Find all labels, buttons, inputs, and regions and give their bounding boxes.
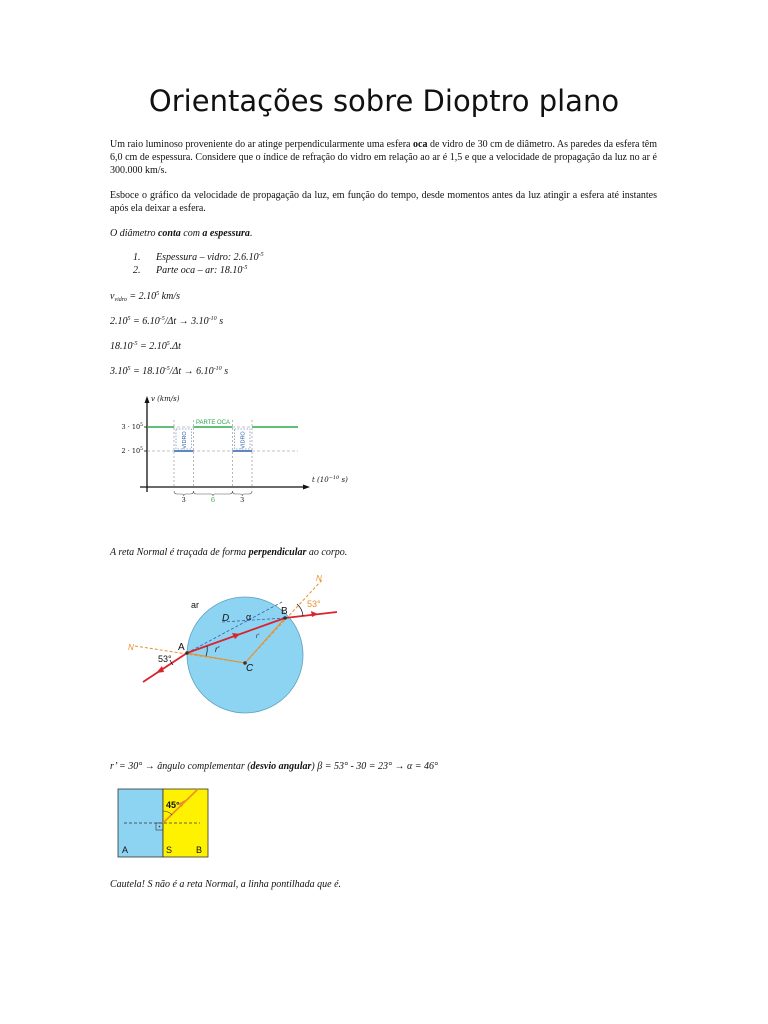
list-item-exponent: -5 xyxy=(258,252,264,258)
label-s: S xyxy=(166,845,173,855)
list-item-number: 2. xyxy=(133,265,141,276)
note1-a: O diâmetro xyxy=(110,228,158,239)
eq1-sub: vidro xyxy=(114,297,127,303)
eq4-exp2: -5 xyxy=(164,366,170,372)
note2-c: ao corpo. xyxy=(306,547,348,558)
label-d: D xyxy=(222,613,230,624)
eq1-exp: 5 xyxy=(156,291,160,297)
y-axis-label: v (km/s) xyxy=(151,395,180,403)
note1-bold-espessura: a espessura xyxy=(202,228,250,239)
eq5-a: r’ = 30° → ângulo complementar ( xyxy=(110,761,251,772)
note1-c: com xyxy=(180,228,203,239)
eq3-c: .Δt xyxy=(169,341,181,352)
y-tick-label: $2 \cdot 10^5$ xyxy=(121,447,143,455)
eq5-c: ) β = 53° - 30 = 23° → α = 46° xyxy=(311,761,439,772)
eq4-d: s xyxy=(221,366,229,377)
eq2-a: 2.10 xyxy=(110,316,128,327)
eq3-a: 18.10 xyxy=(110,341,133,352)
eq3-b: = 2.10 xyxy=(137,341,167,352)
duration-label: 6 xyxy=(210,496,216,504)
note-caution: Cautela! S não é a reta Normal, a linha pontilhada que é. xyxy=(110,879,342,890)
eq2-d: s xyxy=(216,316,224,327)
eq1-c: km/s xyxy=(159,291,180,302)
eq4-exp3: -10 xyxy=(213,366,222,372)
list-item-text: Espessura – vidro: 2.6.10 xyxy=(156,252,259,263)
duration-label: 3 xyxy=(181,496,186,504)
label-alpha: α xyxy=(246,612,252,622)
eq3-exp1: -5 xyxy=(132,341,138,347)
label-r-prime-a: r' xyxy=(215,645,220,654)
label-medium-a: A xyxy=(122,845,129,855)
eq4-c: /Δt → 6.10 xyxy=(169,366,214,377)
note1-bold-conta: conta xyxy=(157,228,181,239)
label-normal-2: N xyxy=(316,574,322,583)
eq2-exp1: 5 xyxy=(127,316,131,322)
label-b: B xyxy=(281,606,288,617)
y-tick-label: $3 \cdot 10^5$ xyxy=(121,423,143,431)
label-normal-1: N xyxy=(128,643,134,652)
label-r-prime-b: r' xyxy=(256,634,260,640)
duration-label: 3 xyxy=(240,496,245,504)
eq3-exp2: 5 xyxy=(166,341,170,347)
page-title: Orientações sobre Dioptro plano xyxy=(148,84,620,118)
eq1-b: = 2.10 xyxy=(126,291,157,302)
eq5-bold: desvio angular xyxy=(250,761,312,772)
label-ar: ar xyxy=(191,600,200,610)
label-45: 45° xyxy=(166,800,180,810)
eq2-c: /Δt → 3.10 xyxy=(164,316,209,327)
list-item-text: Parte oca – ar: 18.10 xyxy=(156,265,243,276)
intro-p1-part-c: de vidro de 30 cm de diâmetro. As paredes da esfera têm 6,0 cm de espessura. Considere que o índice de refração do vidro em relação ao ar é 1,5 e que a velocidade de propagação da luz no ar é 300.000 km/s. xyxy=(110,139,657,176)
eq4-exp1: 5 xyxy=(127,366,131,372)
intro-p1-part-a: Um raio luminoso proveniente do ar atinge perpendicularmente uma esfera xyxy=(110,139,414,150)
note2-bold: perpendicular xyxy=(248,547,307,558)
eq1-a: v xyxy=(110,291,115,302)
eq4-b: = 18.10 xyxy=(130,366,165,377)
note2-a: A reta Normal é traçada de forma xyxy=(110,547,249,558)
x-axis-label-exp: −10 xyxy=(328,475,340,481)
eq2-b: = 6.10 xyxy=(130,316,160,327)
eq2-exp2: -5 xyxy=(159,316,165,322)
eq2-exp3: -10 xyxy=(208,316,217,322)
label-angle-53-b: 53° xyxy=(307,599,321,609)
note1-e: . xyxy=(249,228,253,239)
right-angle-dot xyxy=(159,826,161,828)
list-item-exponent: -5 xyxy=(242,265,248,271)
list-item-number: 1. xyxy=(133,252,141,263)
segment-label-hollow: PARTE OCA xyxy=(195,420,231,426)
segment-label-glass: VIDRO xyxy=(240,431,247,449)
x-axis-label-main: t (10 xyxy=(312,476,329,484)
label-medium-b: B xyxy=(196,845,203,855)
label-c: C xyxy=(246,663,254,674)
eq4-a: 3.10 xyxy=(110,366,128,377)
intro-p1-bold: oca xyxy=(413,139,428,150)
segment-label-glass: VIDRO xyxy=(181,431,188,449)
label-angle-53-a: 53° xyxy=(158,654,172,664)
x-axis-label-end: s) xyxy=(339,476,348,484)
intro-paragraph-2: Esboce o gráfico da velocidade de propagação da luz, em função do tempo, desde momentos antes da luz atingir a esfera até instantes após ela deixar a esfera. xyxy=(110,190,657,214)
label-a: A xyxy=(178,642,185,653)
